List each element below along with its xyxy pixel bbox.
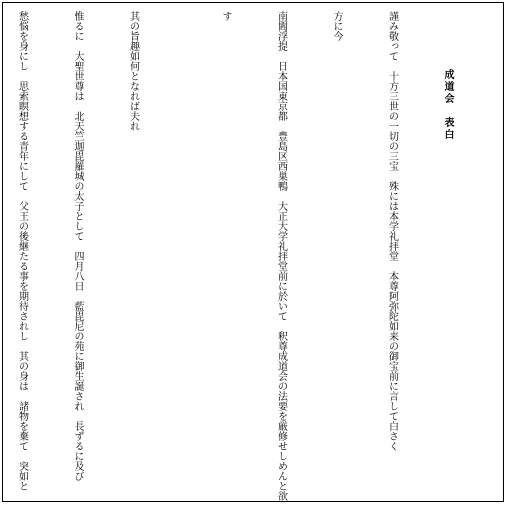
- text-line: す: [220, 11, 231, 21]
- text-line: 南閻浮提 日本国東京都 豊島区西巣鴨 大正大学礼拝堂前に於いて 釈尊成道会の法要を厳修せしめんと欲: [275, 11, 287, 501]
- text-line: 謹み敬って 十方三世の一切の三宝 殊には本学礼拝堂 本尊阿弥陀如来の御宝前に言して白さく: [386, 11, 398, 451]
- vertical-text-body: [11, 11, 493, 501]
- text-line: 其の旨趣如何となれば夫れ: [127, 11, 139, 131]
- text-line: 愁悩を身にし 思索瞑想する青年にして 父王の後継たる事を期待されし 其の身は 諸物を棄て 突如と: [16, 11, 28, 491]
- document-sheet: [2, 2, 504, 502]
- text-line: 惟るに 大聖世尊は 北天竺迦毘羅城の太子として 四月八日 藍毘尼の苑に御生誕され 長ずるに及び: [72, 11, 83, 481]
- document-title: 成道会 表白: [442, 69, 453, 141]
- text-line: 方に今: [331, 11, 342, 41]
